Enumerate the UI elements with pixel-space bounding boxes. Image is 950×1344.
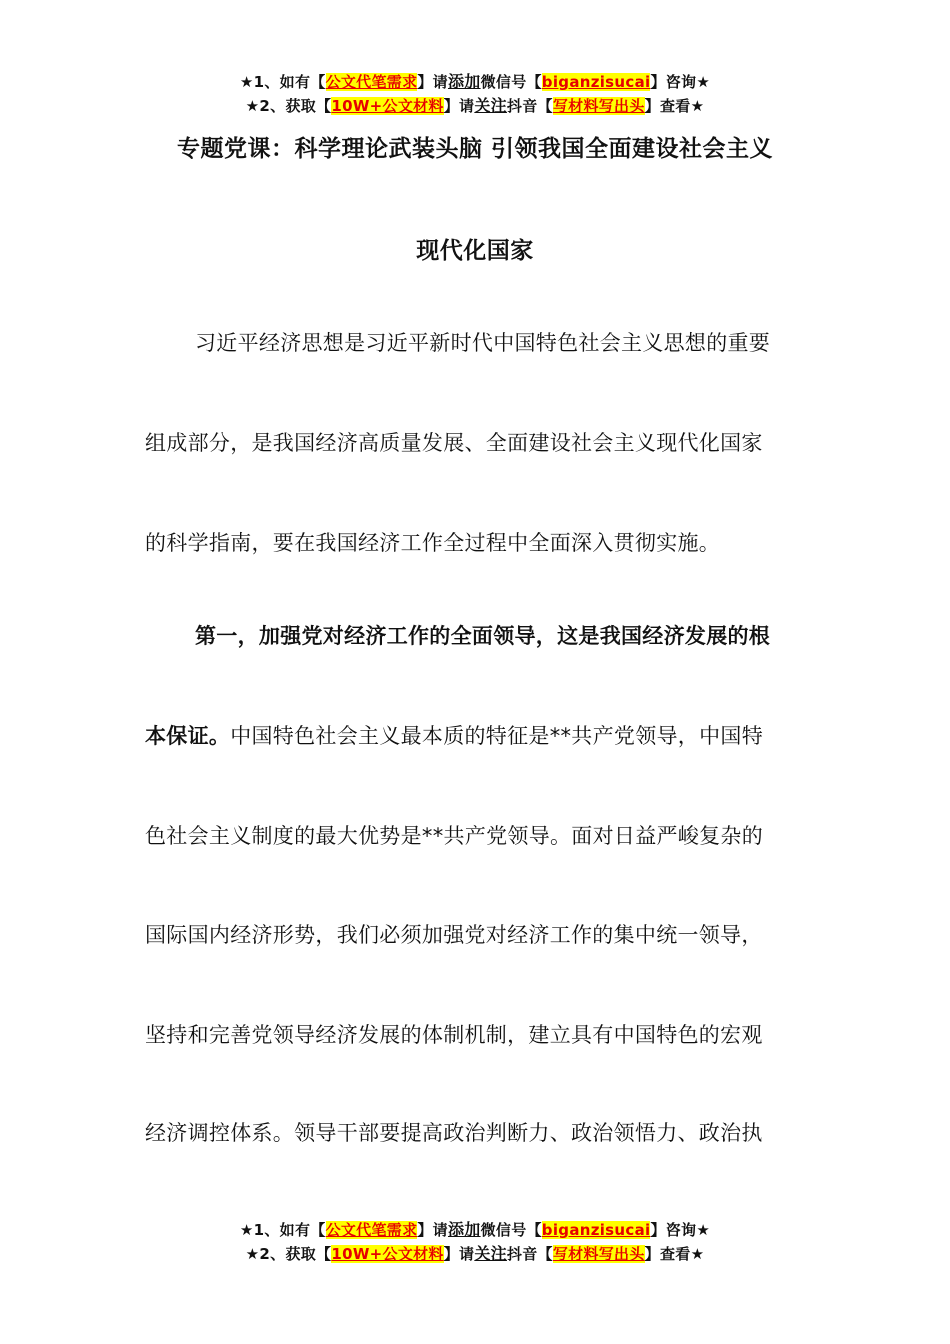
paragraph-line: 经济调控体系。领导干部要提高政治判断力、政治领悟力、政治执 — [145, 1121, 763, 1145]
paragraph-line: 色社会主义制度的最大优势是**共产党领导。面对日益严峻复杂的 — [145, 824, 763, 848]
banner-line-1: ★1、如有【公文代笔需求】请添加微信号【biganzisucai】咨询★ — [239, 1220, 711, 1239]
document-title-line-1: 专题党课：科学理论武装头脑 引领我国全面建设社会主义 — [176, 136, 773, 162]
section-heading-end: 本保证。 — [145, 724, 231, 748]
paragraph-line: 坚持和完善党领导经济发展的体制机制，建立具有中国特色的宏观 — [145, 1023, 763, 1047]
paragraph-line: 的科学指南，要在我国经济工作全过程中全面深入贯彻实施。 — [145, 531, 721, 555]
highlight-wechat-id: biganzisucai — [541, 1221, 651, 1239]
highlight-douyin-id: 写材料写出头 — [552, 97, 645, 115]
paragraph-line: 习近平经济思想是习近平新时代中国特色社会主义思想的重要 — [195, 331, 771, 355]
highlight-douyin-id: 写材料写出头 — [552, 1245, 645, 1263]
highlight-materials: 10W+公文材料 — [331, 1245, 444, 1263]
highlight-materials: 10W+公文材料 — [331, 97, 444, 115]
paragraph-line: 国际国内经济形势，我们必须加强党对经济工作的集中统一领导， — [145, 923, 763, 947]
banner-line-2: ★2、获取【10W+公文材料】请关注抖音【写材料写出头】查看★ — [245, 1244, 705, 1263]
bottom-banner — [0, 1218, 950, 1266]
paragraph-line: 组成部分，是我国经济高质量发展、全面建设社会主义现代化国家 — [145, 431, 763, 455]
highlight-service: 公文代笔需求 — [325, 1221, 418, 1239]
banner-line-2: ★2、获取【10W+公文材料】请关注抖音【写材料写出头】查看★ — [245, 96, 705, 115]
banner-line-1: ★1、如有【公文代笔需求】请添加微信号【biganzisucai】咨询★ — [239, 72, 711, 91]
top-banner — [0, 70, 950, 118]
section-heading-line: 第一，加强党对经济工作的全面领导，这是我国经济发展的根 — [195, 624, 771, 648]
paragraph-line: 本保证。中国特色社会主义最本质的特征是**共产党领导，中国特 — [145, 724, 764, 748]
highlight-service: 公文代笔需求 — [325, 73, 418, 91]
document-title-line-2: 现代化国家 — [416, 238, 534, 264]
highlight-wechat-id: biganzisucai — [541, 73, 651, 91]
